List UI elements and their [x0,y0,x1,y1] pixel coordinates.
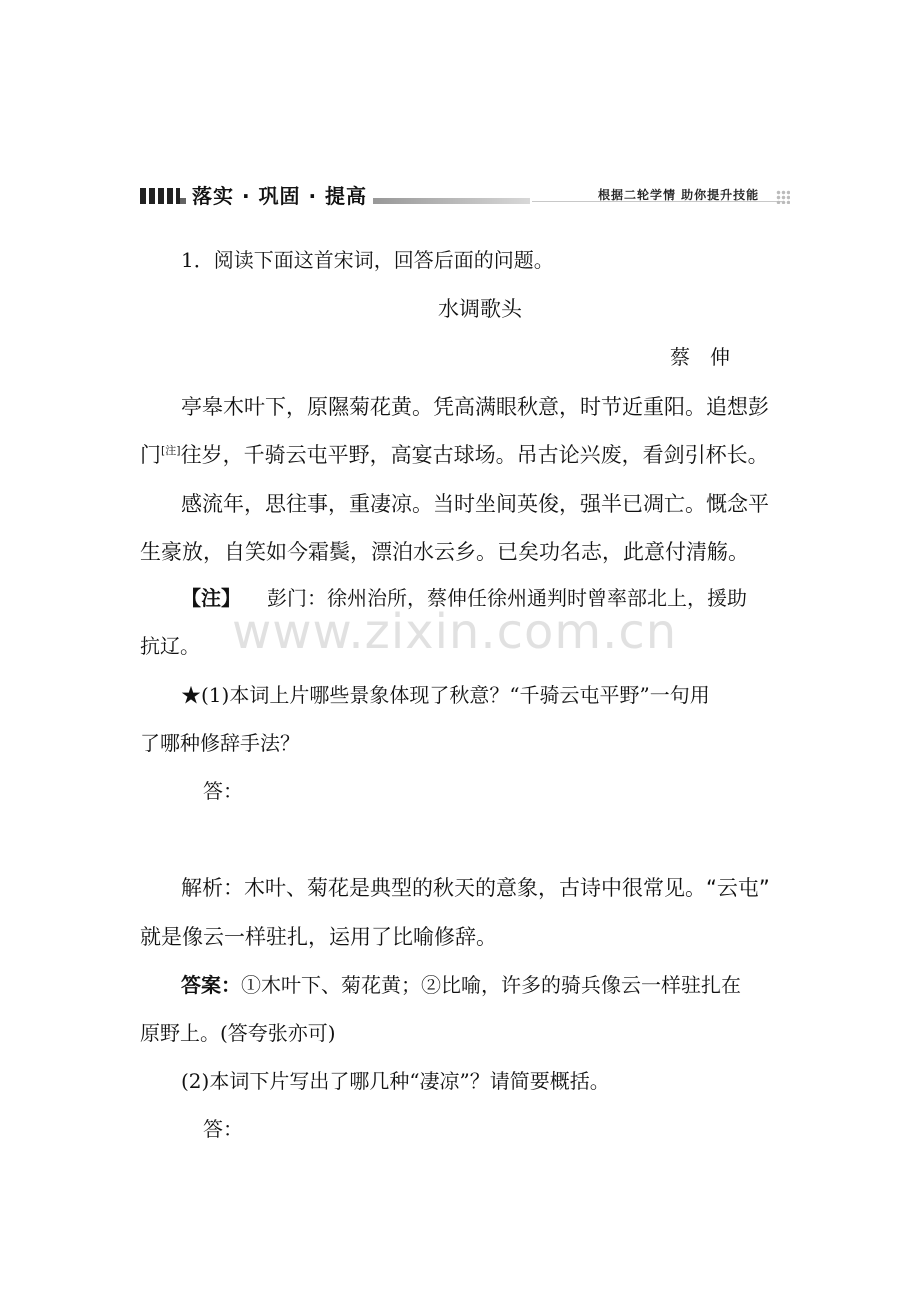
answer-key: 答案：①木叶下、菊花黄；②比喻，许多的骑兵像云一样驻扎在 [181,973,741,997]
banner-dots [776,190,790,204]
analysis: 解析：木叶、菊花是典型的秋天的意象，古诗中很常见。“云屯” [181,876,770,900]
note-label: 【注】 [181,586,241,610]
poem-line: 门[注]往岁，千骑云屯平野，高宴古球场。吊古论兴废，看剑引杯长。 [140,443,769,467]
answer-label: 答： [203,1117,243,1141]
watermark: www.zixin.com.cn [232,604,678,660]
section-subtitle: 根据二轮学情 助你提升技能 [598,188,760,202]
section-banner [140,180,790,206]
annotation-cont: 抗辽。 [140,634,200,658]
subquestion-2: (2)本词下片写出了哪几种“凄凉”？请简要概括。 [181,1069,610,1093]
answer-key-label: 答案： [181,973,241,997]
section-title: 落实 · 巩固 · 提高 [186,180,373,209]
subquestion-1: ★(1)本词上片哪些景象体现了秋意？“千骑云屯平野”一句用 [181,683,710,707]
question-prompt: 1．阅读下面这首宋词，回答后面的问题。 [181,248,554,272]
answer-label: 答： [203,779,243,803]
annotation: 【注】 彭门：徐州治所，蔡伸任徐州通判时曾率部北上，援助 [181,586,747,610]
poem-line: 感流年，思往事，重凄凉。当时坐间英俊，强半已凋亡。慨念平 [181,492,769,516]
footnote-mark: [注] [161,444,181,457]
analysis-cont: 就是像云一样驻扎，运用了比喻修辞。 [140,925,497,949]
poem-title: 水调歌头 [438,297,522,321]
poem-author: 蔡 伸 [670,345,730,369]
subquestion-1-cont: 了哪种修辞手法？ [140,731,300,755]
banner-stripes [140,188,180,204]
poem-line: 亭皋木叶下，原隰菊花黄。凭高满眼秋意，时节近重阳。追想彭 [181,395,769,419]
answer-key-cont: 原野上。(答夸张亦可) [140,1021,336,1045]
poem-line: 生豪放，自笑如今霜鬓，漂泊水云乡。已矣功名志，此意付清觞。 [140,540,749,564]
